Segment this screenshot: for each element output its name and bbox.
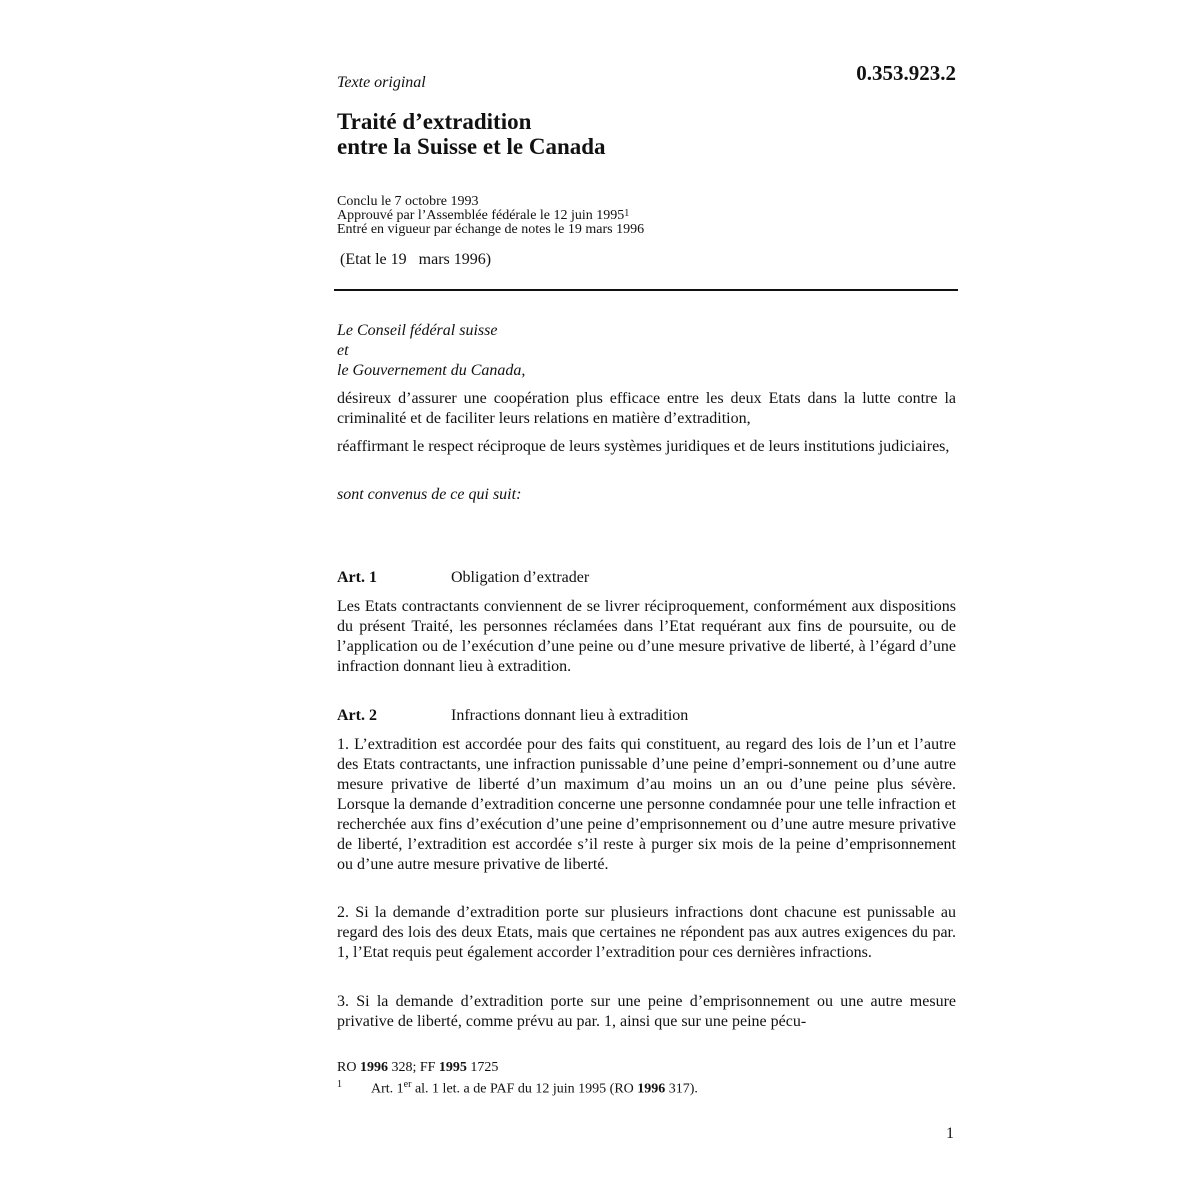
preamble-paragraph-1: désireux d’assurer une coopération plus efficace entre les deux Etats dans la lutte contre la criminalité et de faciliter leurs relations en matière d’extradition, xyxy=(337,390,956,427)
article-2-paragraph-1: 1. L’extradition est accordée pour des faits qui constituent, au regard des lois de l’un et l’autre des Etats contractants, une infraction punissable d’une peine d’empri-sonnement ou d’une autre mesure privative de liberté d’un maximum d’au moins un an ou d’une peine plus sévère. Lorsque la demande d’extradition concerne une personne condamnée pour une telle infraction et recherchée aux fins d’exécution d’une peine d’emprisonnement ou d’une autre mesure privative de liberté, l’extradition est accordée s’il reste à purger six mois de la peine d’emprisonnement ou d’une autre mesure privative de liberté. xyxy=(337,736,956,873)
title-line-1: Traité d’extradition xyxy=(337,109,532,134)
article-2-paragraph-3: 3. Si la demande d’extradition porte sur une peine d’emprisonnement ou une autre mesure privative de liberté, comme prévu au par. 1, ainsi que sur une peine pécu- xyxy=(337,993,956,1030)
header-divider xyxy=(334,289,958,291)
article-2-paragraph-2: 2. Si la demande d’extradition porte sur plusieurs infractions dont chacune est punissable au regard des lois des deux Etats, mais que certaines ne répondent pas aux autres exigences du par. 1, l’Etat requis peut également accorder l’extradition pour ces dernières infractions. xyxy=(337,904,956,961)
article-1-heading xyxy=(337,568,956,588)
footnote-marker: 1 xyxy=(337,1079,342,1090)
footnote-1: 1 Art. 1er al. 1 let. a de PAF du 12 juin 1995 (RO 1996 317). xyxy=(337,1076,698,1098)
in-force-date: Entré en vigueur par échange de notes le 19 mars 1996 xyxy=(337,222,645,237)
conjunction: et xyxy=(337,342,349,359)
official-reference: RO 1996 328; FF 1995 1725 xyxy=(337,1060,499,1075)
approval-line xyxy=(337,209,644,223)
title-line-2: entre la Suisse et le Canada xyxy=(337,134,606,159)
party-switzerland: Le Conseil fédéral suisse xyxy=(337,322,498,339)
document-metadata xyxy=(337,195,644,237)
document-number: 0.353.923.2 xyxy=(856,61,956,85)
original-text-label: Texte original xyxy=(337,74,426,91)
article-1-paragraph: Les Etats contractants conviennent de se livrer réciproquement, conformément aux dispositions du présent Traité, les personnes réclamées dans l’Etat requérant aux fins de poursuite, ou de l’application ou de l’exécution d’une peine ou d’une mesure privative de liberté, à l’égard d’une infraction donnant lieu à extradition. xyxy=(337,598,956,675)
state-date: (Etat le 19 mars 1996) xyxy=(340,251,492,268)
footnotes xyxy=(337,1059,698,1098)
footnote-ref[interactable]: 1 xyxy=(624,208,630,219)
page-number: 1 xyxy=(946,1125,954,1142)
preamble-paragraph-2: réaffirmant le respect réciproque de leurs systèmes juridiques et de leurs institutions judiciaires, xyxy=(337,438,950,455)
article-2-heading xyxy=(337,706,956,726)
article-number: Art. 2 xyxy=(337,707,377,724)
document-title xyxy=(337,109,606,159)
agreement-clause: sont convenus de ce qui suit: xyxy=(337,486,522,503)
article-number: Art. 1 xyxy=(337,569,377,586)
article-title: Infractions donnant lieu à extradition xyxy=(451,707,689,724)
party-canada: le Gouvernement du Canada, xyxy=(337,362,526,379)
approved-text: Approuvé par l’Assemblée fédérale le 12 juin 1995 xyxy=(337,208,625,223)
concluded-date: Conclu le 7 octobre 1993 xyxy=(337,194,479,209)
article-title: Obligation d’extrader xyxy=(451,569,590,586)
contracting-parties xyxy=(337,321,525,381)
